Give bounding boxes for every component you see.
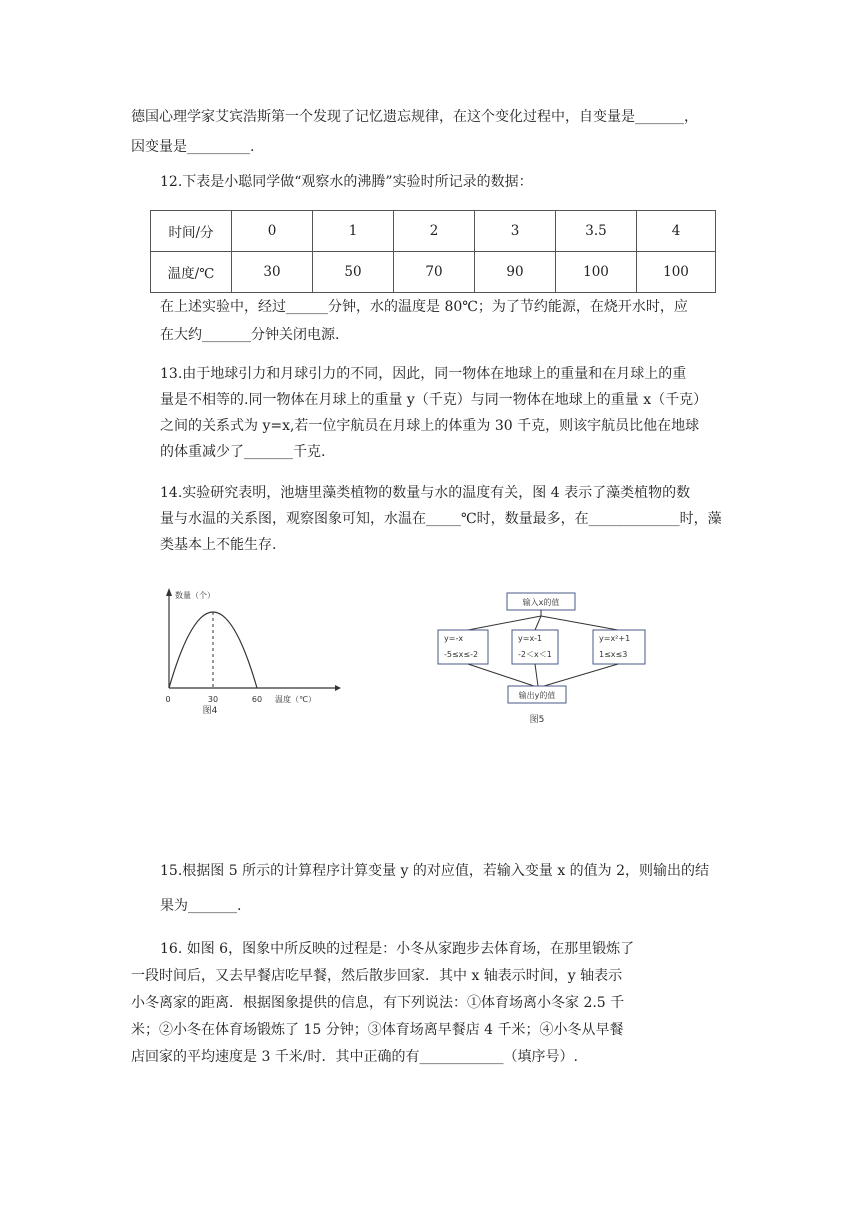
input-box-text: 输入x的值 (522, 598, 560, 607)
q13-line-2: 量是不相等的.同一物体在月球上的重量 y（千克）与同一物体在地球上的重量 x（千克） (160, 392, 708, 408)
q15-line-2: 果为_______. (160, 898, 242, 914)
q12-text-2: 在大约_______分钟关闭电源. (160, 327, 340, 343)
table-cell: 90 (475, 252, 556, 293)
figure-5-caption: 图5 (529, 715, 545, 725)
branch-box-3-range: 1≤x≤3 (599, 650, 628, 659)
branch-box-3-formula: y=x²+1 (599, 634, 631, 643)
table-cell: 0 (232, 211, 313, 252)
arrow-from-box-1 (468, 664, 534, 686)
q16-line-3: 小冬离家的距离．根据图象提供的信息，有下列说法：①体育场离小冬家 2.5 千 (131, 995, 625, 1011)
table-cell: 30 (232, 252, 313, 293)
table-row-time (151, 211, 716, 252)
q16-line-5: 店回家的平均速度是 3 千米/时．其中正确的有____________（填序号）. (131, 1049, 578, 1065)
arrow-to-box-2 (535, 616, 541, 630)
q14-line-2: 量与水温的关系图，观察图象可知，水温在_____℃时，数量最多，在_____________时，藻 (160, 511, 722, 527)
figure-4-caption: 图4 (202, 706, 218, 716)
q12-text-1: 在上述实验中，经过______分钟，水的温度是 80℃；为了节约能源，在烧开水时，应 (160, 299, 688, 315)
table-row-temperature (151, 252, 716, 293)
table-cell: 温度/℃ (151, 252, 232, 293)
q12-title: 12.下表是小聪同学做“观察水的沸腾”实验时所记录的数据： (160, 174, 533, 190)
intro-line-1: 德国心理学家艾宾浩斯第一个发现了记忆遗忘规律，在这个变化过程中，自变量是_______， (131, 109, 698, 125)
y-axis-arrow (166, 588, 172, 596)
q13-line-4: 的体重减少了_______千克. (160, 444, 326, 460)
table-cell: 3 (475, 211, 556, 252)
table-cell: 70 (394, 252, 475, 293)
table-cell: 100 (556, 252, 637, 293)
q14-line-1: 14.实验研究表明，池塘里藻类植物的数量与水的温度有关，图 4 表示了藻类植物的数 (160, 485, 691, 501)
boiling-data-table (150, 210, 716, 293)
q13-line-1: 13.由于地球引力和月球引力的不同，因此，同一物体在地球上的重量和在月球上的重 (160, 366, 687, 382)
q16-line-1: 16. 如图 6，图象中所反映的过程是：小冬从家跑步去体育场，在那里锻炼了 (160, 941, 635, 957)
figure-5-flowchart (430, 588, 655, 728)
branch-box-2-range: -2＜x＜1 (518, 650, 552, 659)
intro-line-2: 因变量是_________. (131, 139, 255, 155)
branch-box-1-formula: y=-x (444, 634, 464, 643)
figure-4-graph (155, 582, 355, 717)
x-tick-60: 60 (251, 695, 263, 704)
branch-box-1-range: -5≤x≤-2 (444, 650, 479, 659)
x-axis-label: 温度（℃） (275, 695, 316, 704)
q14-line-3: 类基本上不能生存. (160, 537, 277, 553)
q16-line-2: 一段时间后，又去早餐店吃早餐，然后散步回家．其中 x 轴表示时间，y 轴表示 (131, 968, 623, 984)
branch-box-2-formula: y=x-1 (518, 634, 543, 643)
table-cell: 4 (637, 211, 716, 252)
table-cell: 3.5 (556, 211, 637, 252)
x-tick-30: 30 (207, 695, 219, 704)
table-cell: 时间/分 (151, 211, 232, 252)
output-box-text: 输出y的值 (518, 691, 556, 700)
q13-line-3: 之间的关系式为 y=x,若一位宇航员在月球上的体重为 30 千克，则该宇航员比他在地球 (160, 418, 700, 434)
arrow-to-box-3 (541, 616, 618, 630)
arrow-from-box-3 (544, 664, 618, 686)
table-cell: 100 (637, 252, 716, 293)
table-cell: 50 (313, 252, 394, 293)
arrow-from-box-2 (535, 664, 538, 686)
q15-line-1: 15.根据图 5 所示的计算程序计算变量 y 的对应值，若输入变量 x 的值为 2，则输出的结 (160, 863, 710, 879)
x-tick-0: 0 (165, 695, 171, 704)
x-axis-arrow (335, 685, 341, 691)
table-cell: 2 (394, 211, 475, 252)
q16-line-4: 米；②小冬在体育场锻炼了 15 分钟；③体育场离早餐店 4 千米；④小冬从早餐 (131, 1022, 624, 1038)
y-axis-label: 数量（个） (175, 591, 215, 600)
table-cell: 1 (313, 211, 394, 252)
arrow-to-box-1 (468, 616, 541, 630)
